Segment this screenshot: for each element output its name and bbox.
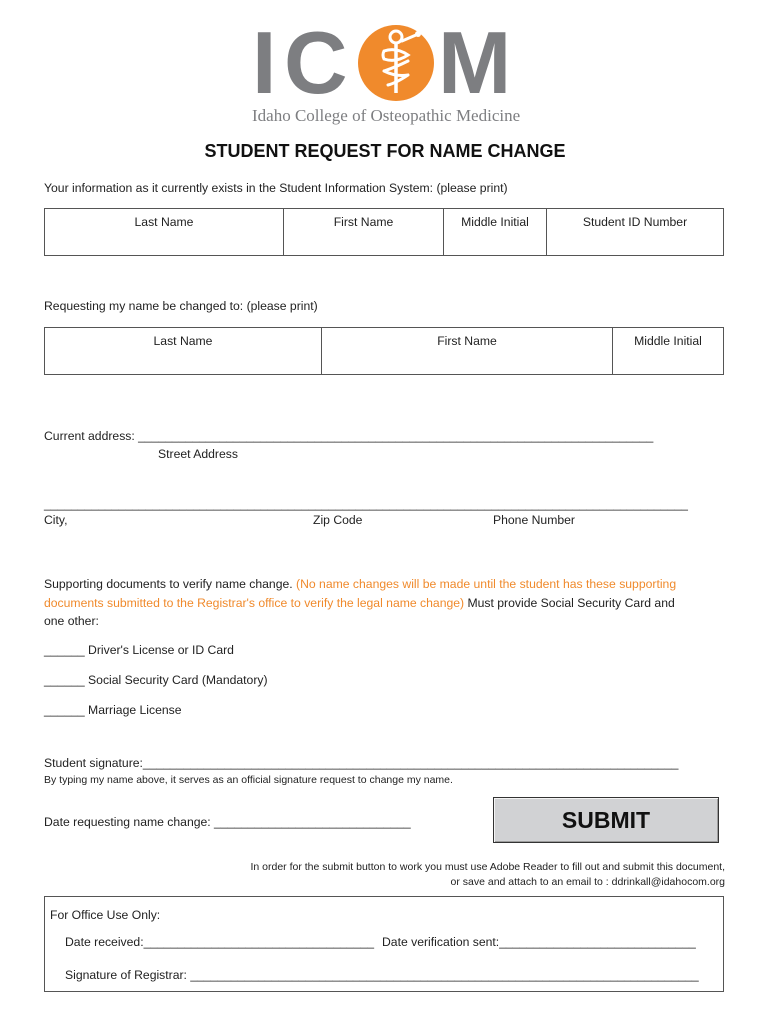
page-title: STUDENT REQUEST FOR NAME CHANGE <box>204 141 566 161</box>
city-caption: City, <box>44 513 68 527</box>
zip-code-caption: Zip Code <box>313 513 363 527</box>
student-id-label: Student ID Number <box>582 215 688 229</box>
current-middle-initial-label: Middle Initial <box>461 215 529 229</box>
current-first-name-label: First Name <box>333 215 394 229</box>
date-verification-sent-field[interactable]: Date verification sent:_____________________________ <box>382 935 696 949</box>
logo-letter-c: C <box>284 13 348 112</box>
city-zip-phone-field[interactable]: _______________________________________________________________________________________________ <box>44 497 688 511</box>
new-name-table <box>44 327 724 375</box>
current-first-name-field[interactable] <box>284 209 444 255</box>
supporting-docs-line-1 <box>44 577 676 592</box>
phone-number-caption: Phone Number <box>493 513 575 527</box>
street-address-caption: Street Address <box>158 447 238 461</box>
supporting-docs-line-2 <box>44 596 675 611</box>
current-last-name-label: Last Name <box>134 215 194 229</box>
submit-instructions-2: or save and attach to an email to : ddrinkall@idahocom.org <box>450 876 725 888</box>
supporting-docs-warning-2: documents submitted to the Registrar's office to verify the legal name change) <box>44 596 465 610</box>
new-name-intro: Requesting my name be changed to: (please print) <box>44 299 318 313</box>
social-security-checkbox[interactable]: ______ Social Security Card (Mandatory) <box>44 673 268 687</box>
date-received-field[interactable]: Date received:__________________________________ <box>65 935 375 949</box>
submit-button[interactable]: SUBMIT <box>493 797 719 843</box>
new-middle-initial-label: Middle Initial <box>634 334 702 348</box>
new-last-name-field[interactable] <box>45 328 322 374</box>
new-last-name-label: Last Name <box>153 334 213 348</box>
caduceus-icon <box>358 25 434 101</box>
new-first-name-field[interactable] <box>322 328 613 374</box>
icom-logo <box>250 13 521 126</box>
logo-letter-i: I <box>252 13 277 112</box>
supporting-docs-lead: Supporting documents to verify name change. <box>44 577 293 591</box>
current-info-intro: Your information as it currently exists in the Student Information System: (please print) <box>44 181 508 195</box>
supporting-docs-line-3: one other: <box>44 614 99 628</box>
current-info-table <box>44 208 724 256</box>
supporting-docs-warning-1: (No name changes will be made until the student has these supporting <box>296 577 677 591</box>
drivers-license-checkbox[interactable]: ______ Driver's License or ID Card <box>44 643 234 657</box>
marriage-license-checkbox[interactable]: ______ Marriage License <box>44 703 182 717</box>
signature-note: By typing my name above, it serves as an official signature request to change my name. <box>44 774 453 786</box>
date-requesting-field[interactable]: Date requesting name change: _____________________________ <box>44 815 411 829</box>
office-use-heading: For Office Use Only: <box>50 908 161 922</box>
student-id-field[interactable] <box>547 209 723 255</box>
new-middle-initial-field[interactable] <box>613 328 723 374</box>
logo-tagline: Idaho College of Osteopathic Medicine <box>252 106 521 125</box>
current-address-field[interactable]: Current address: ____________________________________________________________________________ <box>44 429 654 443</box>
logo-caduceus-circle <box>358 25 434 101</box>
office-use-box <box>44 896 724 992</box>
student-signature-field[interactable]: Student signature:_______________________________________________________________________________ <box>44 756 679 770</box>
logo-wordmark <box>250 13 520 112</box>
submit-instructions-1: In order for the submit button to work you must use Adobe Reader to fill out and submit this document, <box>250 861 725 873</box>
registrar-signature-field[interactable]: Signature of Registrar: ___________________________________________________________________________ <box>65 968 699 982</box>
current-last-name-field[interactable] <box>45 209 284 255</box>
new-first-name-label: First Name <box>437 334 497 348</box>
current-middle-initial-field[interactable] <box>444 209 547 255</box>
logo-letter-m: M <box>438 13 512 112</box>
supporting-docs-requirement: Must provide Social Security Card and <box>467 596 675 610</box>
